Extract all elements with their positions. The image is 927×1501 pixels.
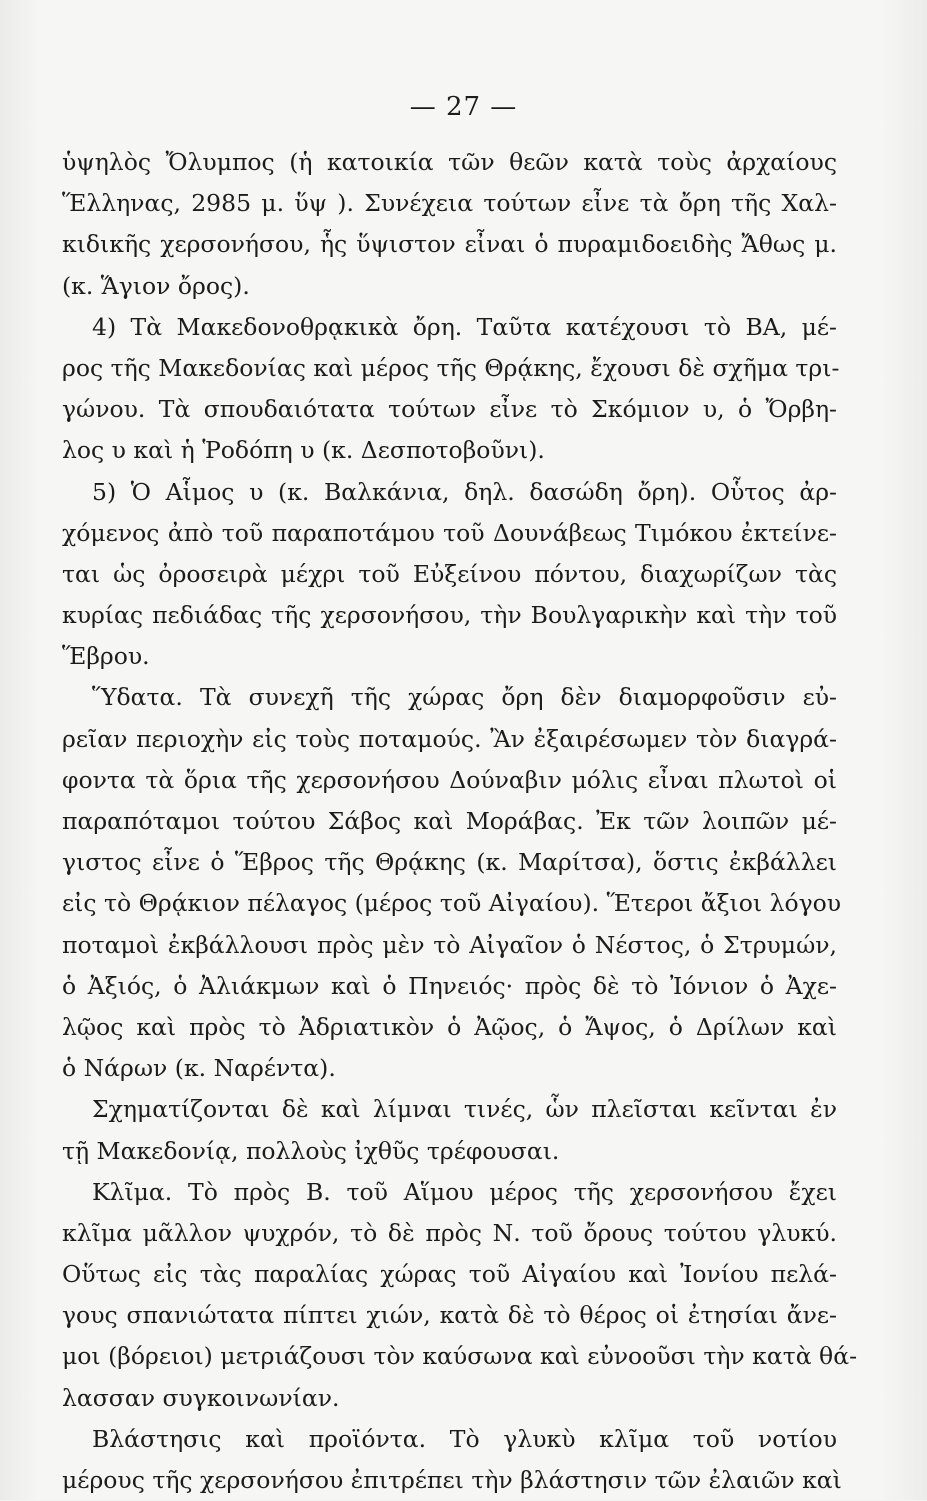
- text-line: λασσαν συγκοινωνίαν.: [62, 1383, 340, 1412]
- text-line: κυρίας πεδιάδας τῆς χερσονήσου, τὴν Βουλγαρικὴν καὶ τὴν τοῦ: [62, 601, 837, 630]
- text-line: ὁ Ἀξιός, ὁ Ἀλιάκμων καὶ ὁ Πηνειός· πρὸς δὲ τὸ Ἰόνιον ὁ Ἀχε-: [62, 971, 837, 1000]
- text-line: μοι (βόρειοι) μετριάζουσι τὸν καύσωνα καὶ εὐνοοῦσι τὴν κατὰ θά-: [62, 1342, 858, 1371]
- text-line: κιδικῆς χερσονήσου, ἧς ὕψιστον εἶναι ὁ πυραμιδοειδὴς Ἄθως μ.: [62, 230, 837, 259]
- text-line: λος υ καὶ ἡ Ῥοδόπη υ (κ. Δεσποτοβοῦνι).: [62, 436, 545, 465]
- text-line: ὑψηλὸς Ὄλυμπος (ἡ κατοικία τῶν θεῶν κατὰ τοὺς ἀρχαίους: [62, 148, 837, 176]
- text-line: ται ὡς ὀροσειρὰ μέχρι τοῦ Εὐξείνου πόντου, διαχωρίζων τὰς: [62, 559, 837, 588]
- text-line: ρος τῆς Μακεδονίας καὶ μέρος τῆς Θρᾴκης, ἔχουσι δὲ σχῆμα τρι-: [62, 353, 840, 382]
- text-line: Βλάστησις καὶ προϊόντα. Τὸ γλυκὺ κλῖμα τοῦ νοτίου: [92, 1424, 837, 1453]
- text-line: Ἕβρου.: [62, 642, 150, 671]
- text-line: λῷος καὶ πρὸς τὸ Ἀδριατικὸν ὁ Ἀῷος, ὁ Ἄψος, ὁ Δρίλων καὶ: [62, 1012, 837, 1041]
- text-line: ρεῖαν περιοχὴν εἰς τοὺς ποταμούς. Ἂν ἐξαιρέσωμεν τὸν διαγρά-: [62, 724, 837, 753]
- text-line: Ἕλληνας, 2985 μ. ὕψ ). Συνέχεια τούτων εἶνε τὰ ὄρη τῆς Χαλ-: [62, 189, 837, 218]
- text-line: τῇ Μακεδονίᾳ, πολλοὺς ἰχθῦς τρέφουσαι.: [62, 1136, 560, 1165]
- text-line: γιστος εἶνε ὁ Ἕβρος τῆς Θρᾴκης (κ. Μαρίτσα), ὅστις ἐκβάλλει: [62, 848, 837, 877]
- text-line: Οὕτως εἰς τὰς παραλίας χώρας τοῦ Αἰγαίου καὶ Ἰονίου πελά-: [62, 1260, 837, 1289]
- page-number: — 27 —: [409, 92, 518, 122]
- text-line: κλῖμα μᾶλλον ψυχρόν, τὸ δὲ πρὸς Ν. τοῦ ὄρους τούτου γλυκύ.: [62, 1218, 837, 1247]
- body-text: [62, 142, 858, 1501]
- text-line: γώνου. Τὰ σπουδαιότατα τούτων εἶνε τὸ Σκόμιον υ, ὁ Ὄρβη-: [62, 395, 837, 424]
- text-line: 4) Τὰ Μακεδονοθρᾳκικὰ ὄρη. Ταῦτα κατέχουσι τὸ ΒΑ, μέ-: [92, 312, 837, 341]
- text-line: ποταμοὶ ἐκβάλλουσι πρὸς μὲν τὸ Αἰγαῖον ὁ Νέστος, ὁ Στρυμών,: [62, 930, 837, 959]
- text-line: ὁ Νάρων (κ. Ναρέντα).: [62, 1054, 336, 1083]
- text-line: Σχηματίζονται δὲ καὶ λίμναι τινές, ὧν πλεῖσται κεῖνται ἐν: [92, 1095, 837, 1124]
- text-line: εἰς τὸ Θρᾴκιον πέλαγος (μέρος τοῦ Αἰγαίου). Ἕτεροι ἄξιοι λόγου: [62, 889, 842, 918]
- text-line: Κλῖμα. Τὸ πρὸς Β. τοῦ Αἵμου μέρος τῆς χερσονήσου ἔχει: [92, 1177, 837, 1206]
- text-line: 5) Ὁ Αἷμος υ (κ. Βαλκάνια, δηλ. δασώδη ὄρη). Οὗτος ἀρ-: [92, 477, 837, 506]
- text-line: (κ. Ἅγιον ὄρος).: [62, 271, 250, 300]
- text-line: γους σπανιώτατα πίπτει χιών, κατὰ δὲ τὸ θέρος οἱ ἐτησίαι ἄνε-: [62, 1301, 837, 1330]
- text-line: μέρους τῆς χερσονήσου ἐπιτρέπει τὴν βλάστησιν τῶν ἐλαιῶν καὶ: [62, 1466, 842, 1494]
- text-line: παραπόταμοι τούτου Σάβος καὶ Μοράβας. Ἐκ τῶν λοιπῶν μέ-: [62, 807, 837, 835]
- text-line: Ὕδατα. Τὰ συνεχῆ τῆς χώρας ὄρη δὲν διαμορφοῦσιν εὐ-: [92, 683, 837, 712]
- text-line: χόμενος ἀπὸ τοῦ παραποτάμου τοῦ Δουνάβεως Τιμόκου ἐκτείνε-: [62, 518, 837, 547]
- text-line: φοντα τὰ ὅρια τῆς χερσονήσου Δούναβιν μόλις εἶναι πλωτοὶ οἱ: [62, 765, 837, 794]
